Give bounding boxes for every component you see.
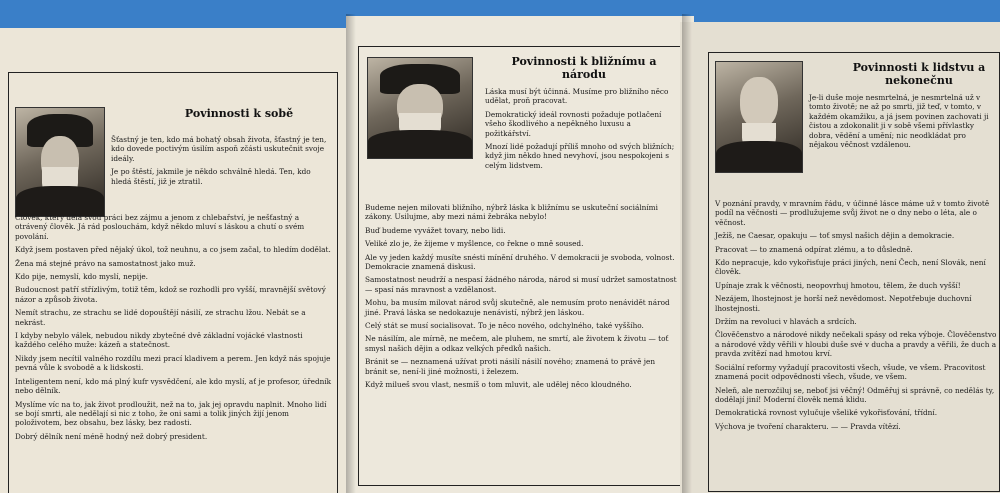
left-page: [0, 28, 348, 493]
middle-intro-paragraph: Mnozí lidé požadují příliš mnoho od svých bližních; když jim někdo hned nevyhoví, jsou nespokojeni s celým lidstvem.: [485, 142, 675, 170]
right-paragraph: V poznání pravdy, v mravním řádu, v účinné lásce máme už v tomto životě podíl na věčnosti — prodlužujeme svůj život ne o dny nebo o léta, ale o věčnost.: [715, 199, 990, 227]
right-paragraph: Upínaje zrak k věčnosti, neopovrhuj hmotou, tělem, že duch vyšší!: [715, 280, 961, 290]
middle-paragraph: Mohu, ba musím milovat národ svůj skutečně, ale nemusím proto nenávidět národ jiné. Pravá láska se nedokazuje nenávistí, nýbrž jen láskou.: [365, 298, 670, 317]
middle-page: [346, 16, 694, 493]
right-paragraph: Člověčenstvo a národové nikdy nečekali spásy od reka výboje. Člověčenstvo a národové vždy věřili v hloubi duše své v ducha a pravdy a věřili, že duch a pravda zvítězí nad hmotou krví.: [715, 330, 997, 359]
middle-text: [365, 203, 679, 394]
middle-paragraph: Ale vy jeden každý musíte snésti mínění druhého. V demokracii je svoboda, volnost. Demokracie znamená diskusi.: [365, 252, 675, 272]
right-page: [680, 22, 1000, 493]
left-intro-paragraph: Je po štěstí, jakmile je někdo schválně hledá. Ten, kdo hledá štěstí, již je ztratil.: [111, 167, 311, 186]
portrait-cap: [367, 57, 473, 159]
left-paragraph: I kdyby nebylo válek, nebudou nikdy zbytečné dvě základní vojácké vlastnosti každého celého muže: kázeň a statečnost.: [15, 331, 303, 350]
right-text: [715, 199, 997, 435]
middle-frame: [358, 46, 684, 486]
left-paragraph: Dobrý dělník není méně hodný než dobrý president.: [15, 431, 208, 441]
left-paragraph: Nikdy jsem necítil valného rozdílu mezi prací kladivem a perem. Jen když nás spojuje pevná vůle k svobodě a k lidskosti.: [15, 353, 331, 373]
middle-intro-paragraph: Demokratický ideál rovnosti požaduje potlačení všeho škodlivého a nepěkného luxusu a požitkářství.: [485, 109, 662, 138]
middle-paragraph: Když milueš svou vlast, nesmíš o tom mluvit, ale udělej něco kloudného.: [365, 380, 632, 390]
middle-paragraph: Samostatnost neudrží a nespasí žádného národa, národ si musí udržet samostatnost — spasí nás mravnost a vzdělanost.: [365, 275, 677, 294]
left-text: [15, 213, 333, 445]
right-paragraph: Demokratická rovnost vylučuje všeliké vykořisťování, třídní.: [715, 408, 938, 418]
middle-paragraph: Ne násilím, ale mírně, ne mečem, ale pluhem, ne smrtí, ale životem k životu — toť smysl našich dějin a odkaz velkých předků našich.: [365, 334, 669, 353]
right-paragraph: Nezájem, lhostejnost je horší než nevědomost. Nepotřebuje duchovní lhostejnosti.: [715, 294, 972, 313]
right-paragraph: Neleň, ale nerozčiluj se, neboť jsi věčný! Odměřuj si správně, co nedělás ty, dodělají jiní! Moderní člověk nemá klidu.: [715, 385, 995, 404]
middle-paragraph: Bránit se — neznamená užívat proti násilí násilí nového; znamená to právě jen bránit se, není-li jiné možnosti, i železem.: [365, 357, 656, 376]
left-paragraph: Žena má stejné právo na samostatnost jako muž.: [15, 258, 196, 268]
left-paragraph: Když jsem postaven před nějaký úkol, tož neuhnu, a co jsem začal, to hledím dodělat.: [15, 245, 331, 255]
right-intro-paragraph: Je-li duše moje nesmrtelná, je nesmrtelná už v tomto životě; ne až po smrti, již teď, v tomto, v každém okamžiku, a já jsem povinen zachovati ji čistou a zdokonalit ji v sobě všemi přívlastky dobra, vědění a umění; nic neodkládat pro nějakou věčnost vzdálenou.: [809, 93, 989, 150]
left-paragraph: Člověk, který dělá svou práci bez zájmu a jenom z chlebařství, je nešťastný a otrávený člověk. Já rád poslouchám, když někdo mluví s láskou a chutí o svém povolání.: [15, 213, 305, 241]
left-paragraph: Inteligentem není, kdo má plný kufr vysvědčení, ale kdo myslí, ať je profesor, úředník nebo dělník.: [15, 376, 332, 396]
left-paragraph: Myslíme víc na to, jak život prodloužit, než na to, jak jej opravdu naplnit. Mnoho lidí se bojí smrti, ale nedělají si nic z toho, že oni sami a tolik jiných žijí jenom položivotem, bez obsahu, bez lásky, bez radosti.: [15, 399, 327, 428]
right-frame: [708, 52, 1000, 492]
middle-paragraph: Veliké zlo je, že žijeme v myšlence, co řekne o mně soused.: [365, 239, 584, 249]
right-paragraph: Ježíš, ne Caesar, opakuju — toť smysl našich dějin a demokracie.: [715, 231, 955, 241]
portrait-hat: [15, 107, 105, 217]
page-fold-shadow: [346, 14, 356, 493]
right-paragraph: Pracovat — to znamená odpírat zlému, a to důsledně.: [715, 244, 913, 254]
middle-heading: Povinnosti k bližnímu a národu: [511, 55, 657, 81]
left-paragraph: Nemít strachu, ze strachu se lidé dopouštějí násilí, ze strachu lžou. Nebát se a nekrást.: [15, 308, 306, 327]
middle-intro-paragraph: Láska musí být účinná. Musíme pro bližního něco udělat, proň pracovat.: [485, 87, 669, 106]
page-fold-shadow: [682, 14, 692, 493]
right-heading: Povinnosti k lidstvu a nekonečnu: [852, 61, 986, 87]
middle-paragraph: Buď budeme vyvážet tovary, nebo lidi.: [365, 225, 506, 235]
left-intro: [111, 135, 333, 190]
left-paragraph: Budoucnost patří střízlivým, totiž těm, kdož se rozhodli pro vyšší, mravnější světový názor a způsob života.: [15, 285, 326, 304]
middle-intro: [485, 87, 675, 174]
middle-paragraph: Budeme nejen milovati bližního, nýbrž láska k bližnímu se uskuteční sociálními zákony. Usilujme, aby mezi námi žebráka nebylo!: [365, 203, 658, 222]
portrait-bald: [715, 61, 803, 173]
right-paragraph: Výchova je tvoření charakteru. — — Pravda vítězí.: [715, 421, 901, 431]
right-intro: [809, 93, 997, 153]
left-intro-paragraph: Šťastný je ten, kdo má bohatý obsah života, šťastný je ten, kdo dovede poctivým úsilím aspoň zčásti uskutečnit svoje ideály.: [111, 135, 327, 163]
right-paragraph: Sociální reformy vyžadují pracovitosti všech, všude, ve všem. Pracovitost znamená pocit odpovědnosti všech, všude, ve všem.: [715, 362, 986, 382]
left-frame: [8, 72, 338, 493]
left-paragraph: Kdo pije, nemyslí, kdo myslí, nepije.: [15, 272, 148, 282]
right-paragraph: Držím na revoluci v hlavách a srdcích.: [715, 317, 857, 327]
middle-paragraph: Celý stát se musí socialisovat. To je něco nového, odchylného, také vyššího.: [365, 321, 644, 331]
left-heading: Povinnosti k sobě: [184, 107, 294, 120]
right-paragraph: Kdo nepracuje, kdo vykořisťuje práci jiných, není Čech, není Slovák, není člověk.: [715, 258, 986, 277]
